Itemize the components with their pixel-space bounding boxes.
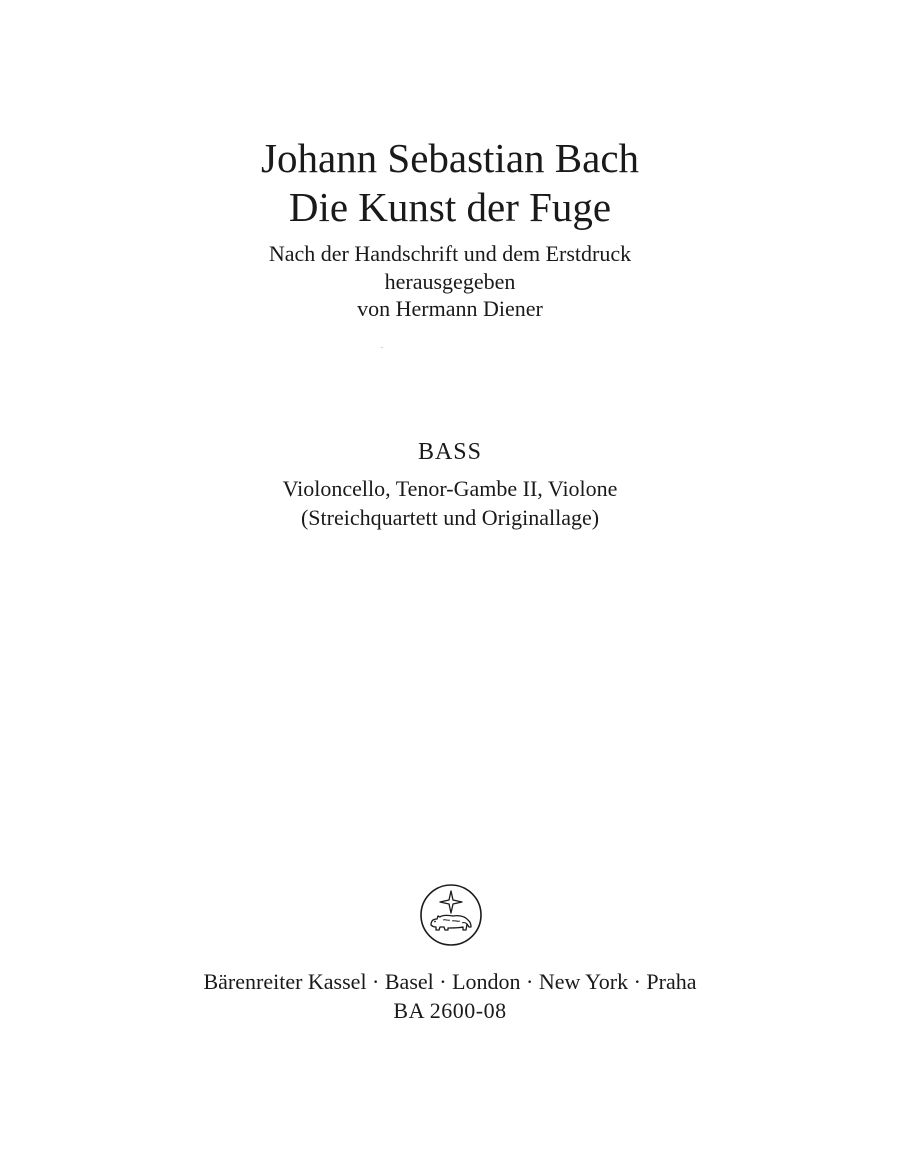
arrangement-note: (Streichquartett und Originallage)	[300, 505, 600, 530]
edition-note-source: Nach der Handschrift und dem Erstdruck	[268, 241, 632, 266]
edition-note-edited: herausgegeben	[384, 269, 516, 294]
catalog-number: BA 2600-08	[393, 998, 507, 1023]
baerenreiter-bear-logo-icon	[419, 883, 483, 947]
editor-name: von Hermann Diener	[357, 296, 543, 321]
paper-speck	[381, 347, 383, 348]
work-title: Die Kunst der Fuge	[288, 184, 612, 230]
part-name: BASS	[417, 439, 483, 465]
publisher-imprint: Bärenreiter Kassel · Basel · London · New York · Praha	[203, 969, 697, 994]
instrument-list: Violoncello, Tenor-Gambe II, Violone	[282, 476, 618, 501]
composer-name: Johann Sebastian Bach	[260, 135, 640, 181]
